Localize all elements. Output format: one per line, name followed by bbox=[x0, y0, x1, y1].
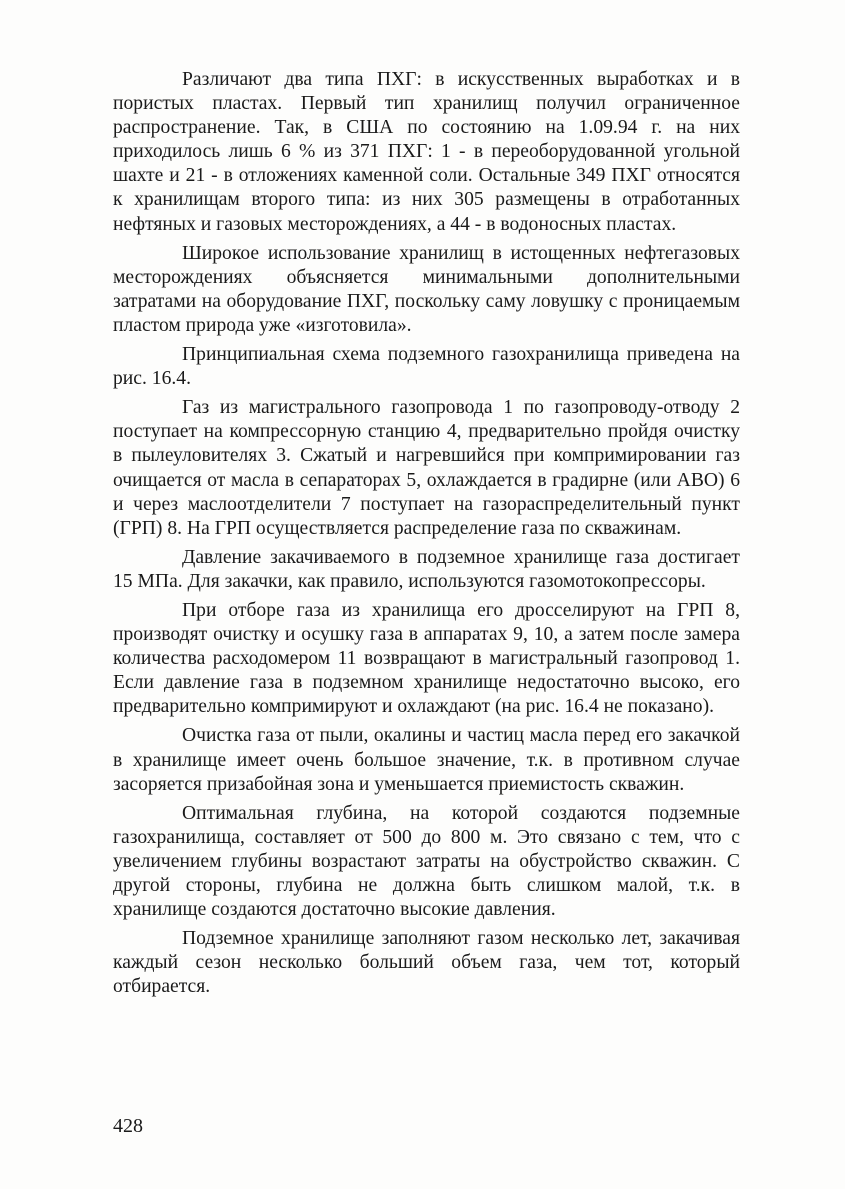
paragraph-depleted-fields: Широкое использование хранилищ в истощенных нефтегазовых месторождениях объясняется минимальными дополнительными затратами на оборудование ПХГ, поскольку саму ловушку с проницаемым пластом природа уже «изготовила». bbox=[113, 242, 740, 336]
page-number: 428 bbox=[113, 1115, 143, 1137]
paragraph-optimal-depth: Оптимальная глубина, на которой создаются подземные газохранилища, составляет от 500 до 800 м. Это связано с тем, что с увеличением глубины возрастают затраты на обустройство скважин. С другой стороны, глубина не должна быть слишком малой, т.к. в хранилище создаются достаточно высокие давления. bbox=[113, 802, 740, 921]
paragraph-gas-withdrawal: При отборе газа из хранилища его дросселируют на ГРП 8, производят очистку и осушку газа в аппаратах 9, 10, а затем после замера количества расходомером 11 возвращают в магистральный газопровод 1. Если давление газа в подземном хранилище недостаточно высоко, его предварительно компримируют и охлаждают (на рис. 16.4 не показано). bbox=[113, 599, 740, 718]
paragraph-injection-pressure: Давление закачиваемого в подземное хранилище газа достигает 15 МПа. Для закачки, как правило, используются газомотокопрессоры. bbox=[113, 546, 740, 592]
paragraph-scheme-reference: Принципиальная схема подземного газохранилища приведена на рис. 16.4. bbox=[113, 344, 740, 390]
paragraph-storage-types: Различают два типа ПХГ: в искусственных выработках и в пористых пластах. Первый тип хранилищ получил ограниченное распространение. Так, в США по состоянию на 1.09.94 г. на них приходилось лишь 6 % из 371 ПХГ: 1 - в переоборудованной угольной шахте и 21 - в отложениях каменной соли. Остальные 349 ПХГ относятся к хранилищам второго типа: из них 305 размещены в отработанных нефтяных и газовых месторождениях, а 44 - в водоносных пластах. bbox=[113, 69, 740, 235]
paragraph-gas-flow: Газ из магистрального газопровода 1 по газопроводу-отводу 2 поступает на компрессорную станцию 4, предварительно пройдя очистку в пылеуловителях 3. Сжатый и нагревшийся при компримировании газ очищается от масла в сепараторах 5, охлаждается в градирне (или АВО) 6 и через маслоотделители 7 поступает на газораспределительный пункт (ГРП) 8. На ГРП осуществляется распределение газа по скважинам. bbox=[113, 397, 740, 539]
paragraph-filling: Подземное хранилище заполняют газом несколько лет, закачивая каждый сезон несколько больший объем газа, чем тот, который отбирается. bbox=[113, 928, 740, 998]
body-text bbox=[113, 68, 740, 1004]
paragraph-gas-cleaning: Очистка газа от пыли, окалины и частиц масла перед его закачкой в хранилище имеет очень большое значение, т.к. в противном случае засоряется призабойная зона и уменьшается приемистость скважин. bbox=[113, 725, 740, 795]
